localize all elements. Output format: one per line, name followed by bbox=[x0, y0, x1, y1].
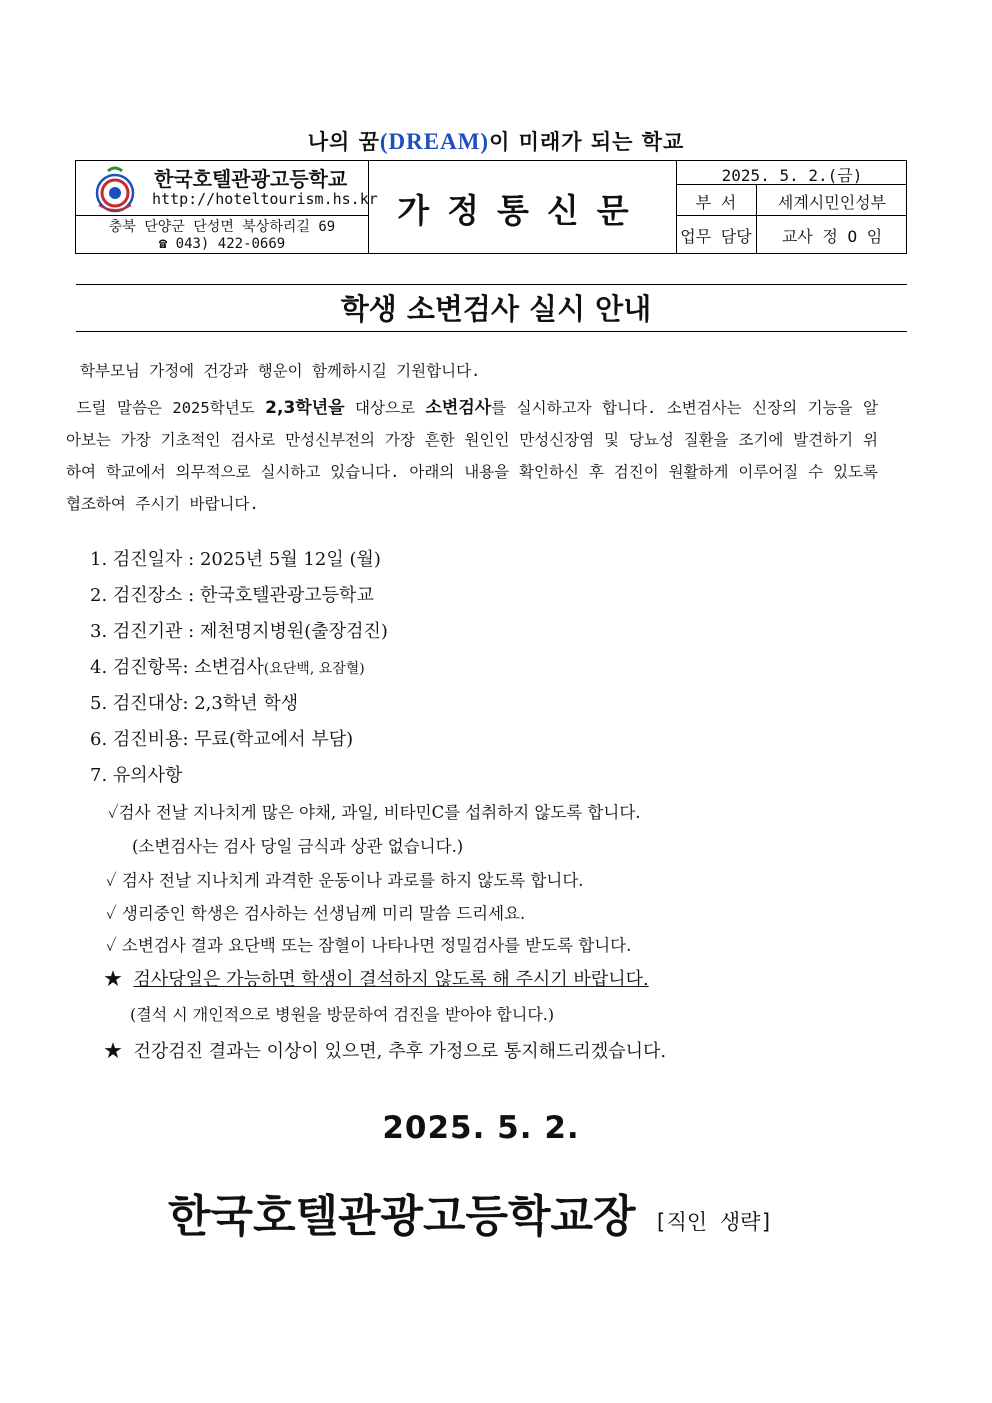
school-name: 한국호텔관광고등학교 bbox=[154, 167, 348, 191]
school-address bbox=[76, 219, 368, 253]
title-rule-top bbox=[76, 284, 907, 285]
department-label: 부 서 bbox=[695, 193, 737, 212]
important-note: ★ 건강검진 결과는 이상이 있으면, 추후 가정으로 통지해드리겠습니다. bbox=[104, 1041, 667, 1062]
caution-note: ✓검사 전날 지나치게 많은 야채, 과일, 비타민C를 섭취하지 않도록 합니다. bbox=[108, 803, 641, 822]
list-item: 5. 검진대상: 2,3학년 학생 bbox=[90, 693, 299, 714]
footer-date: 2025. 5. 2. bbox=[382, 1110, 580, 1146]
greeting: 학부모님 가정에 건강과 행운이 함께하시길 기원합니다. bbox=[80, 362, 481, 380]
document-type-title: 가정통신문 bbox=[397, 191, 647, 230]
list-item: 6. 검진비용: 무료(학교에서 부담) bbox=[90, 729, 354, 750]
star-icon: ★ bbox=[104, 969, 122, 990]
list-item: 2. 검진장소 : 한국호텔관광고등학교 bbox=[90, 585, 374, 606]
issue-date: 2025. 5. 2.(금) bbox=[721, 166, 863, 185]
list-item: 7. 유의사항 bbox=[90, 765, 183, 786]
caution-note: ✓ 검사 전날 지나치게 과격한 운동이나 과로를 하지 않도록 합니다. bbox=[106, 871, 584, 890]
school-slogan: 나의 꿈(DREAM)이 미래가 되는 학교 bbox=[307, 129, 685, 154]
list-item: 4. 검진항목: 소변검사(요단백, 요잠혈) bbox=[90, 657, 365, 678]
department-value: 세계시민인성부 bbox=[777, 193, 887, 212]
school-url[interactable]: http://hoteltourism.hs.kr bbox=[152, 190, 378, 208]
important-subnote: (결석 시 개인적으로 병원을 방문하여 검진을 받아야 합니다.) bbox=[130, 1005, 555, 1024]
caution-note: ✓ 생리중인 학생은 검사하는 선생님께 미리 말씀 드리세요. bbox=[106, 904, 526, 923]
address-line: 충북 단양군 단성면 북상하리길 69 bbox=[108, 219, 336, 235]
caution-note: ✓ 소변검사 결과 요단백 또는 잠혈이 나타나면 정밀검사를 받도록 합니다. bbox=[106, 936, 632, 955]
caution-subnote: (소변검사는 검사 당일 금식과 상관 없습니다.) bbox=[132, 837, 464, 856]
header-table bbox=[75, 160, 907, 254]
principal-name: 한국호텔관광고등학교장 bbox=[168, 1191, 636, 1242]
list-item: 3. 검진기관 : 제천명지병원(출장검진) bbox=[90, 621, 388, 642]
phone-line: ☎ 043) 422-0669 bbox=[158, 236, 286, 252]
manager-value: 교사 정 O 임 bbox=[781, 227, 883, 246]
star-icon: ★ bbox=[104, 1041, 122, 1062]
school-logo bbox=[84, 165, 146, 215]
intro-paragraph: 드릴 말씀은 2025학년도 2,3학년을 대상으로 소변검사를 실시하고자 합니다. 소변검사는 신장의 기능을 알아보는 가장 기초적인 검사로 만성신부전의 가장 흔한 원인인 만성신장염 및 당뇨성 질환을 조기에 발견하기 위하여 학교에서 의무적으로 실시하고 있습니다. 아래의 내용을 확인하신 후 검진이 원활하게 이루어질 수 있도록 협조하여 주시기 바랍니다. bbox=[66, 398, 878, 513]
slogan-highlight: (DREAM) bbox=[379, 129, 490, 154]
seal-omitted-note: [직인 생략] bbox=[654, 1210, 774, 1234]
important-note: ★ 검사당일은 가능하면 학생이 결석하지 않도록 해 주시기 바랍니다. bbox=[104, 969, 649, 990]
title-rule-bottom bbox=[76, 331, 907, 332]
list-item: 1. 검진일자 : 2025년 5월 12일 (월) bbox=[90, 549, 381, 570]
manager-label: 업무 담당 bbox=[680, 227, 752, 246]
page-title: 학생 소변검사 실시 안내 bbox=[340, 292, 652, 326]
